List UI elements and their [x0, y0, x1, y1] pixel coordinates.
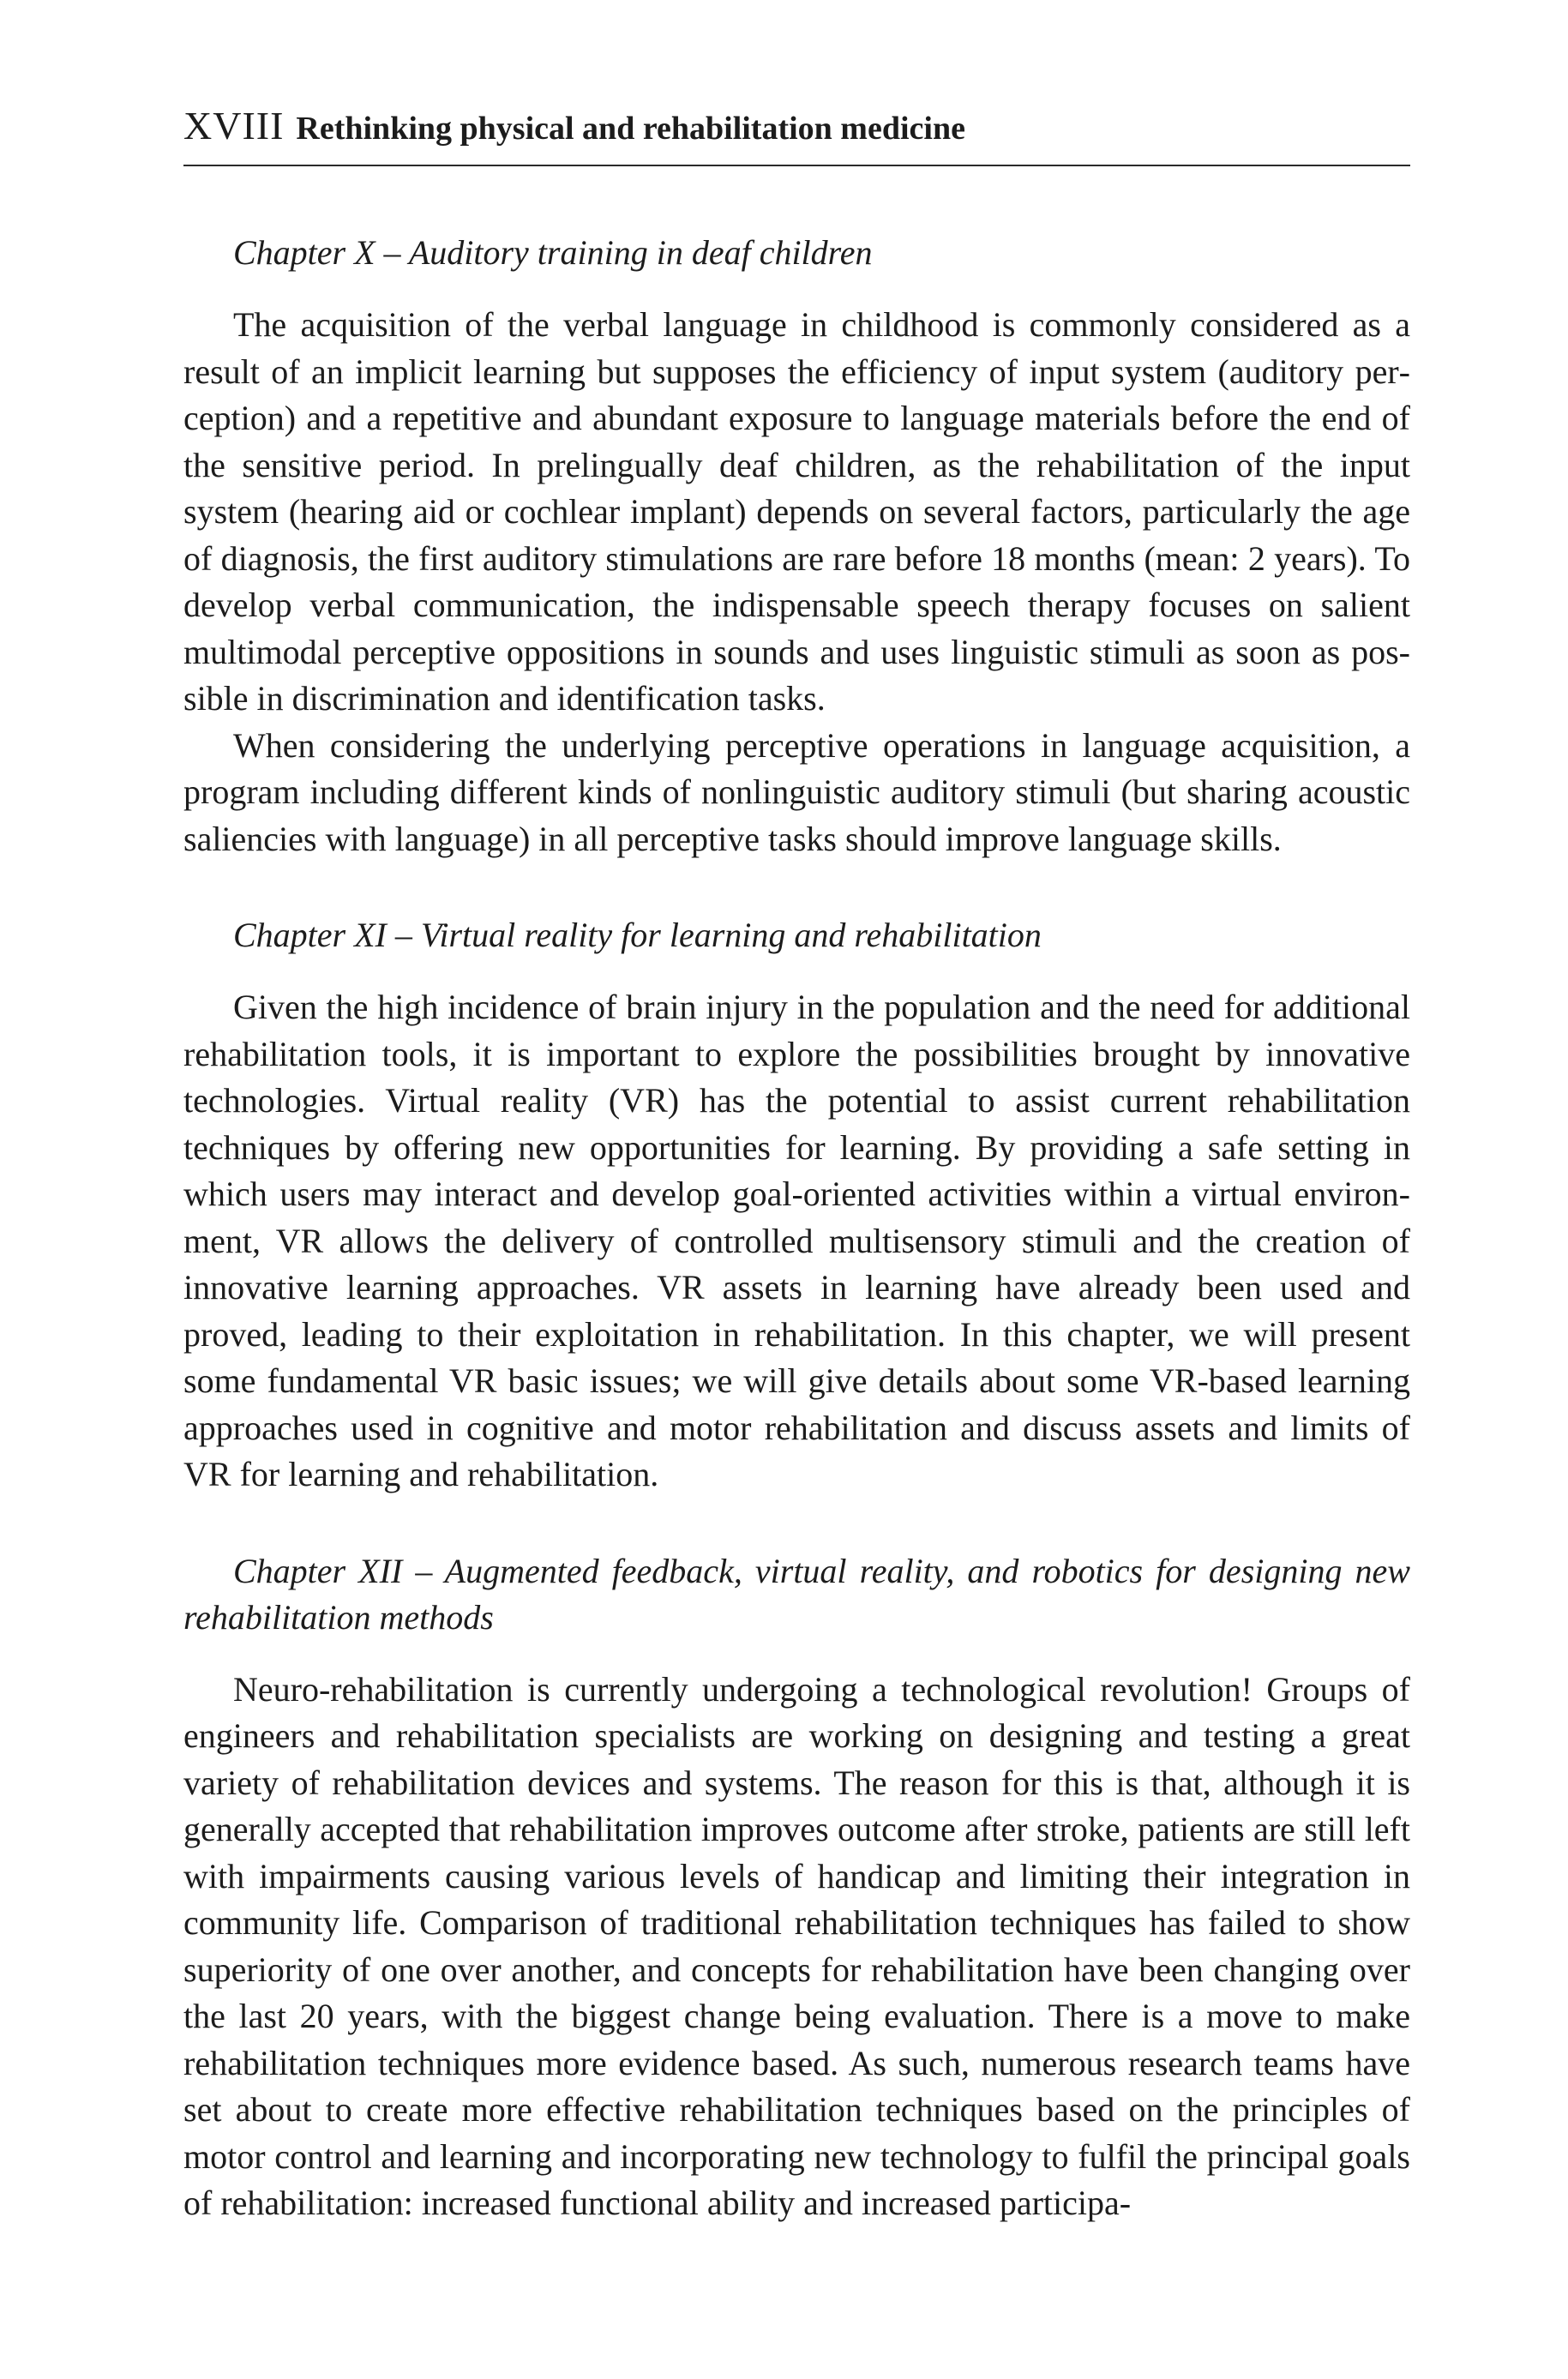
header-rule: [183, 165, 1410, 166]
chapter-heading: Chapter XI – Virtual reality for learning and rehabilitation: [233, 916, 1042, 954]
paragraph: Neuro-rehabilitation is currently undergoing a technological revolution! Groups of engineers and rehabilitation specialists are working on designing and testing a great variety of rehabilitation devices and systems. The reason for this is that, although it is generally accepted that rehabilitation improves outcome after stroke, patients are still left with impairments causing various levels of handicap and limiting their integration in community life. Comparison of traditional rehabilitation techniques has failed to show superiority of one over another, and concepts for rehabilitation have been changing over the last 20 years, with the biggest change being evaluation. There is a move to make rehabilitation techniques more evidence based. As such, numerous research teams have set about to create more effective rehabilitation techniques based on the principles of motor control and learning and incorporating new technology to fulfil the principal goals of rehabilitation: increased functional ability and increased participa-: [183, 1669, 1410, 2222]
running-head: [183, 106, 1410, 146]
running-head-title: Rethinking physical and rehabilitation medicine: [296, 111, 965, 147]
chapter-heading: Chapter XII – Augmented feedback, virtual reality, and robotics for designing new rehabilitation methods: [183, 1551, 1410, 1637]
chapter-summary-xii: [183, 1548, 1410, 2227]
book-page: [183, 0, 1410, 2379]
page-number: XVIII: [183, 104, 285, 147]
body-text: [183, 230, 1410, 2277]
chapter-heading: Chapter X – Auditory training in deaf children: [233, 233, 873, 272]
chapter-summary-xi: [183, 912, 1410, 1499]
paragraph: The acquisition of the verbal language in childhood is commonly considered as a result of an implicit learning but supposes the efficiency of input system (auditory perception) and a repetitive and abundant exposure to language materials before the end of the sensitive period. In prelingually deaf children, as the rehabilitation of the input system (hearing aid or cochlear implant) depends on several factors, particularly the age of diagnosis, the first auditory stimulations are rare before 18 months (mean: 2 years). To develop verbal communication, the indispensable speech therapy focuses on salient multimodal perceptive oppositions in sounds and uses linguistic stimuli as soon as possible in discrimination and identification tasks.: [183, 305, 1410, 718]
paragraph: When considering the underlying perceptive operations in language acquisition, a program including different kinds of nonlinguistic auditory stimuli (but sharing acoustic saliencies with language) in all perceptive tasks should improve language skills.: [183, 725, 1410, 858]
paragraph: Given the high incidence of brain injury in the population and the need for additional rehabilitation tools, it is important to explore the possibilities brought by innovative technologies. Virtual reality (VR) has the potential to assist current rehabilitation techniques by offering new opportunities for learning. By providing a safe setting in which users may interact and develop goal-oriented activities within a virtual environment, VR allows the delivery of controlled multisensory stimuli and the creation of innovative learning approaches. VR assets in learning have already been used and proved, leading to their exploitation in rehabilitation. In this chapter, we will present some fundamental VR basic issues; we will give details about some VR-based learning approaches used in cognitive and motor rehabilitation and discuss assets and limits of VR for learning and rehabilitation.: [183, 988, 1410, 1493]
chapter-summary-x: [183, 230, 1410, 862]
